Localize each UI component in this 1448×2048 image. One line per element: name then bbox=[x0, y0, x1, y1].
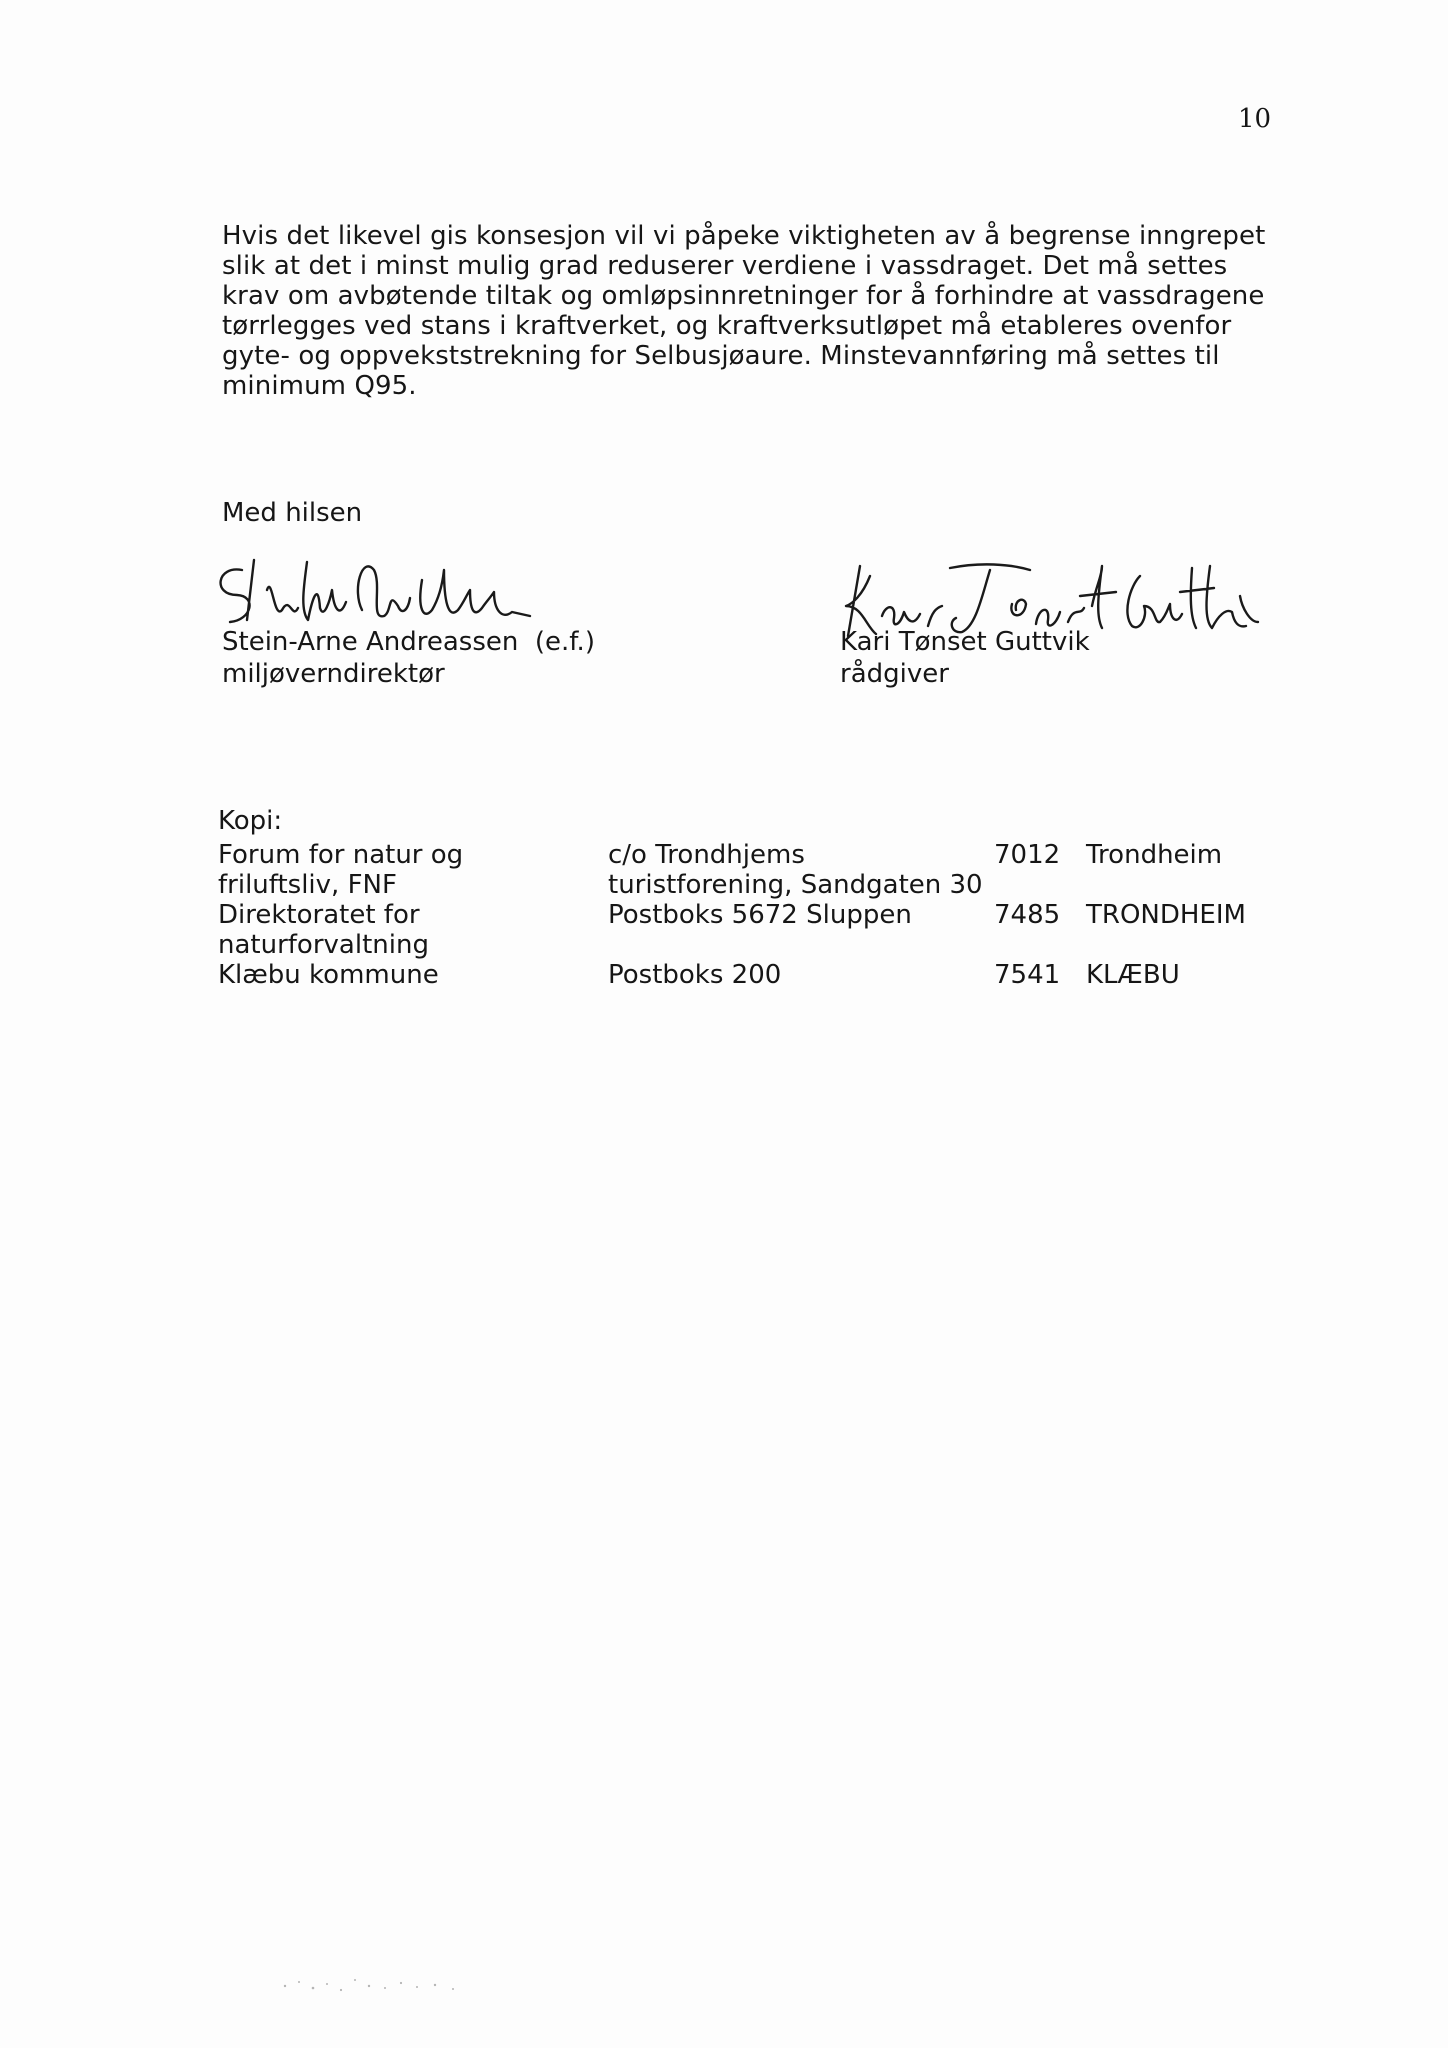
recipient-name-line: Klæbu kommune bbox=[218, 960, 439, 990]
body-line: tørrlegges ved stans i kraftverket, og kraftverksutløpet må etableres ovenfor bbox=[222, 311, 1232, 341]
recipient-address-line: Postboks 200 bbox=[608, 960, 782, 990]
body-paragraph bbox=[222, 221, 1266, 401]
recipient-postcode: 7541 bbox=[994, 960, 1061, 990]
scan-noise-image bbox=[275, 1966, 475, 2006]
signatory-name: Stein-Arne Andreassen bbox=[222, 627, 519, 657]
copy-list bbox=[218, 806, 1246, 990]
signatory-title: miljøverndirektør bbox=[222, 659, 445, 689]
signatory-name-line bbox=[222, 626, 595, 658]
closing-greeting: Med hilsen bbox=[222, 498, 363, 528]
recipient-name-line: naturforvaltning bbox=[218, 930, 429, 960]
recipient-city: KLÆBU bbox=[1086, 960, 1180, 990]
recipient-name bbox=[218, 960, 518, 990]
signatory-right bbox=[840, 626, 1090, 690]
page-number: 10 bbox=[1238, 104, 1272, 134]
recipient-name bbox=[218, 900, 518, 960]
recipient-postcode: 7485 bbox=[994, 900, 1061, 930]
signatory-left bbox=[222, 626, 595, 690]
recipient-address-line: c/o Trondhjems bbox=[608, 840, 805, 870]
recipient-name-line: friluftsliv, FNF bbox=[218, 870, 397, 900]
recipient-postcode: 7012 bbox=[994, 840, 1061, 870]
recipient-name bbox=[218, 840, 518, 900]
recipient-address bbox=[608, 960, 781, 990]
recipient-city: Trondheim bbox=[1086, 840, 1223, 870]
body-line: Hvis det likevel gis konsesjon vil vi påpeke viktigheten av å begrense inngrepet bbox=[222, 221, 1266, 251]
recipient-name-line: Forum for natur og bbox=[218, 840, 464, 870]
recipient-name-line: Direktoratet for bbox=[218, 900, 420, 930]
body-line: krav om avbøtende tiltak og omløpsinnretninger for å forhindre at vassdragene bbox=[222, 281, 1265, 311]
signatory-name: Kari Tønset Guttvik bbox=[840, 627, 1090, 657]
body-line: gyte- og oppvekststrekning for Selbusjøaure. Minstevannføring må settes til bbox=[222, 341, 1220, 371]
copy-recipient bbox=[218, 900, 1246, 960]
signatory-suffix: (e.f.) bbox=[534, 627, 595, 657]
body-line: minimum Q95. bbox=[222, 371, 417, 401]
body-line: slik at det i minst mulig grad reduserer verdiene i vassdraget. Det må settes bbox=[222, 251, 1228, 281]
copy-recipient bbox=[218, 840, 1223, 900]
recipient-address bbox=[608, 840, 983, 900]
recipient-city: TRONDHEIM bbox=[1086, 900, 1246, 930]
recipient-address-line: Postboks 5672 Sluppen bbox=[608, 900, 912, 930]
recipient-address-line: turistforening, Sandgaten 30 bbox=[608, 870, 983, 900]
recipient-address bbox=[608, 900, 912, 930]
copy-label: Kopi: bbox=[218, 806, 283, 836]
copy-recipient bbox=[218, 960, 1180, 990]
signatory-title: rådgiver bbox=[840, 659, 949, 689]
